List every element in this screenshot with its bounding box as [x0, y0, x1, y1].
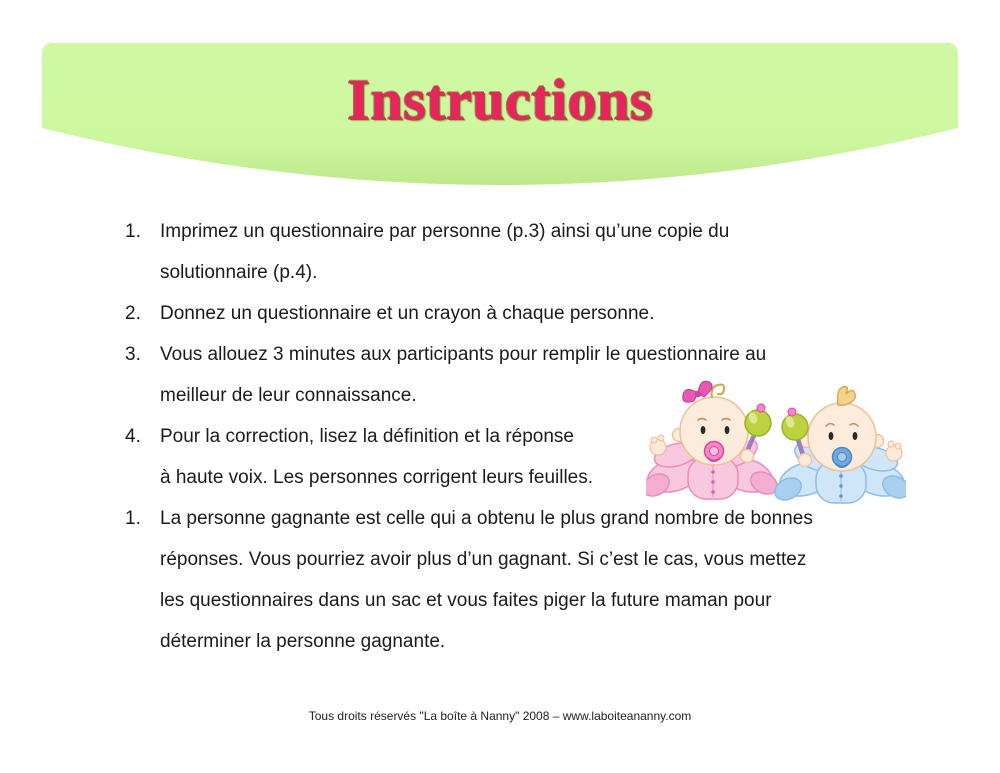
list-marker: 4.: [125, 426, 141, 447]
page-title: Instructions: [347, 67, 653, 132]
list-item: [125, 211, 955, 293]
instruction-text: Imprimez un questionnaire par personne (p.3) ainsi qu’une copie du solutionnaire (p.4).: [160, 221, 730, 283]
list-item: [125, 293, 955, 334]
instruction-text: Pour la correction, lisez la définition et la réponse à haute voix. Les personnes corrigent leurs feuilles.: [160, 426, 594, 488]
baby-girl-icon: [646, 381, 781, 500]
list-marker: 3.: [125, 344, 141, 365]
instruction-text: Donnez un questionnaire et un crayon à chaque personne.: [160, 303, 655, 324]
baby-boy-icon: [771, 387, 906, 505]
copyright-footer: Tous droits réservés "La boîte à Nanny" 2008 – www.laboiteananny.com: [308, 709, 692, 723]
list-marker: 1.: [125, 508, 141, 529]
twin-babies-illustration: [646, 371, 906, 507]
list-marker: 2.: [125, 303, 141, 324]
list-marker: 1.: [125, 221, 141, 242]
instruction-text: Vous allouez 3 minutes aux participants pour remplir le questionnaire au meilleur de leur connaissance.: [160, 344, 767, 406]
list-item: [125, 498, 955, 662]
instruction-text: La personne gagnante est celle qui a obtenu le plus grand nombre de bonnes réponses. Vous pourriez avoir plus d’un gagnant. Si c’est le cas, vous mettez les questionnaires dans un sac et vous faites piger la future maman pour déterminer la personne gagnante.: [160, 508, 813, 652]
